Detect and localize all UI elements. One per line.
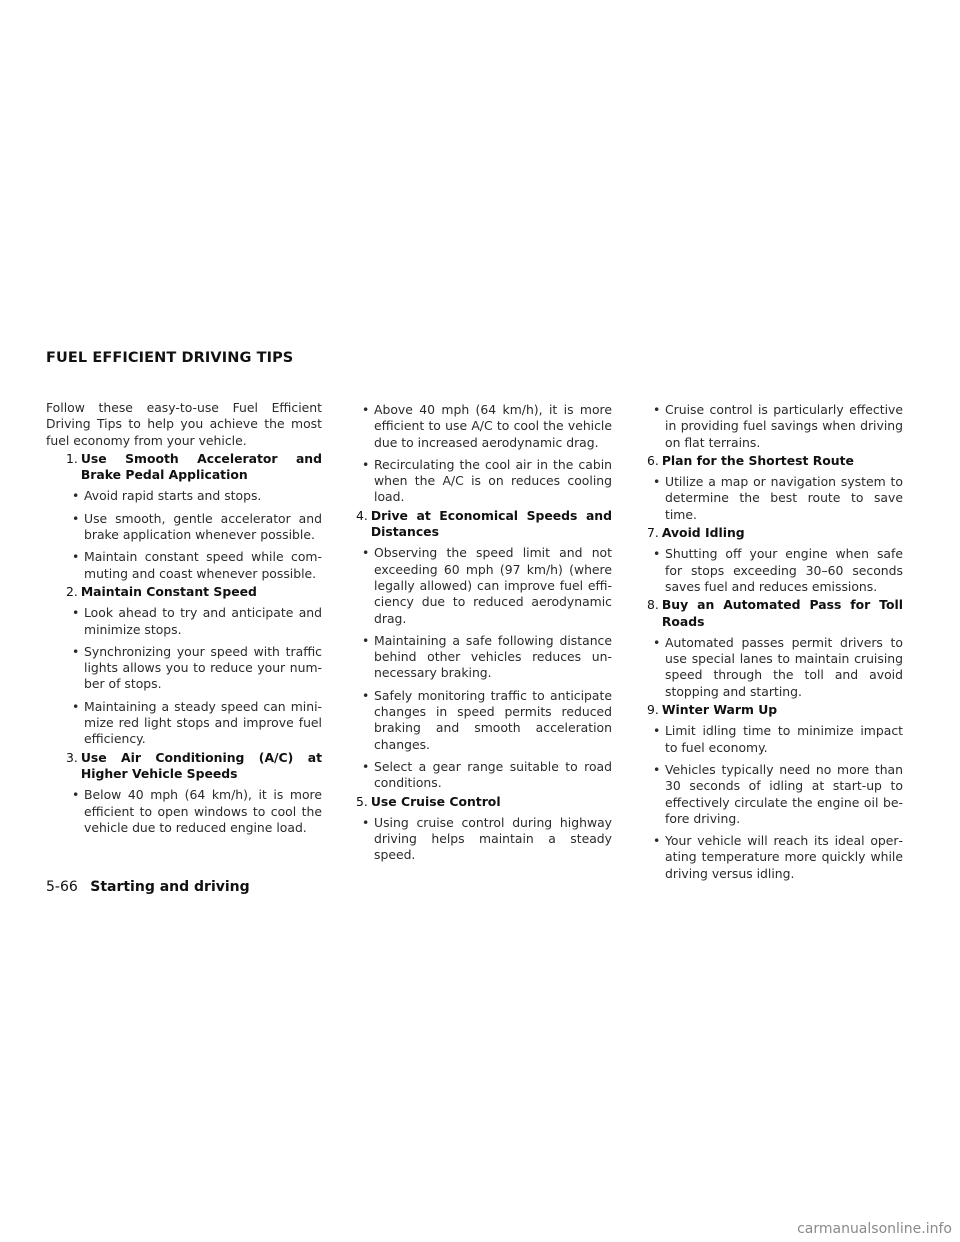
- tip-heading: [46, 451, 322, 484]
- bullet-text: Limit idling time to minimize impact to fuel economy.: [665, 723, 903, 755]
- page-number: 5-66: [46, 879, 78, 895]
- bullet-dot-icon: •: [72, 643, 80, 659]
- bullet-dot-icon: •: [653, 761, 661, 777]
- bullet-text: Synchronizing your speed with traffic lights allows you to reduce your number of stops.: [84, 643, 322, 692]
- bullet-text: Maintaining a safe following distance behind other vehicles reduces unnecessary braking.: [374, 632, 612, 681]
- tip-title: Drive at Economical Speeds and Distances: [370, 507, 612, 540]
- tip-item: [627, 402, 903, 451]
- page-footer: [46, 879, 250, 895]
- tip-number: 7.: [647, 525, 659, 541]
- tip-item: [627, 453, 903, 523]
- bullet-list: [336, 402, 612, 506]
- tip-item: [336, 402, 612, 506]
- tip-heading: [46, 750, 322, 783]
- bullet-dot-icon: •: [653, 634, 661, 650]
- tip-number: 9.: [647, 702, 659, 718]
- bullet-text: Avoid rapid starts and stops.: [84, 488, 262, 504]
- tip-number: 1.: [66, 450, 78, 466]
- watermark: carmanualsonline.info: [797, 1221, 952, 1237]
- bullet-dot-icon: •: [362, 402, 370, 417]
- tip-heading: [46, 584, 322, 600]
- bullet-text: Using cruise control during highway driving helps maintain a steady speed.: [374, 814, 612, 863]
- bullet-list: [46, 605, 322, 747]
- bullet-list: [627, 635, 903, 700]
- tip-heading: [336, 794, 612, 810]
- bullet-dot-icon: •: [72, 787, 80, 803]
- bullet-item: [336, 688, 612, 753]
- tip-title: Buy an Automated Pass for Toll Roads: [661, 597, 903, 629]
- tip-item: [46, 451, 322, 582]
- bullet-text: Safely monitoring traffic to anticipate changes in speed permits reduced braking and smooth acceleration changes.: [374, 687, 612, 752]
- bullet-dot-icon: •: [653, 402, 661, 417]
- bullet-item: [336, 457, 612, 506]
- bullet-item: [627, 833, 903, 882]
- tip-item: [336, 508, 612, 792]
- tip-item: [336, 794, 612, 864]
- bullet-item: [46, 699, 322, 748]
- bullet-text: Above 40 mph (64 km/h), it is more efficient to use A/C to cool the vehicle due to increased aerodynamic drag.: [374, 402, 612, 450]
- column-2: [336, 400, 612, 864]
- tip-number: 2.: [66, 583, 78, 599]
- bullet-list: [336, 545, 612, 791]
- tip-item: [46, 584, 322, 748]
- bullet-dot-icon: •: [362, 545, 370, 561]
- bullet-item: [627, 402, 903, 451]
- tip-number: 6.: [647, 452, 659, 468]
- bullet-dot-icon: •: [72, 510, 80, 526]
- bullet-dot-icon: •: [362, 687, 370, 703]
- bullet-text: Below 40 mph (64 km/h), it is more efficient to open windows to cool the vehicle due to reduced engine load.: [84, 787, 322, 835]
- bullet-item: [46, 787, 322, 836]
- tip-title: Winter Warm Up: [661, 702, 778, 718]
- bullet-item: [46, 605, 322, 638]
- column-1: [46, 400, 322, 836]
- bullet-dot-icon: •: [362, 456, 370, 472]
- bullet-list: [336, 815, 612, 864]
- bullet-dot-icon: •: [72, 605, 80, 621]
- tip-heading: [627, 525, 903, 541]
- tip-title: Maintain Constant Speed: [80, 583, 257, 599]
- bullet-dot-icon: •: [72, 698, 80, 714]
- bullet-item: [336, 815, 612, 864]
- tip-number: 4.: [356, 507, 368, 523]
- tip-heading: [336, 508, 612, 541]
- tip-heading: [627, 702, 903, 718]
- tip-heading: [627, 597, 903, 630]
- tip-item: [46, 750, 322, 836]
- bullet-text: Your vehicle will reach its ideal operating temperature more quickly while driving versus idling.: [665, 833, 903, 881]
- bullet-list: [627, 723, 903, 882]
- bullet-dot-icon: •: [362, 758, 370, 774]
- bullet-dot-icon: •: [653, 546, 661, 562]
- bullet-text: Shutting off your engine when safe for stops exceeding 30–60 seconds saves fuel and reduces emissions.: [665, 546, 903, 594]
- bullet-item: [336, 545, 612, 626]
- bullet-text: Select a gear range suitable to road conditions.: [374, 758, 612, 791]
- bullet-dot-icon: •: [72, 488, 80, 504]
- tip-number: 8.: [647, 597, 659, 613]
- bullet-dot-icon: •: [653, 723, 661, 739]
- bullet-item: [46, 488, 322, 504]
- bullet-text: Recirculating the cool air in the cabin when the A/C is on reduces cooling load.: [374, 456, 612, 505]
- tip-item: [627, 702, 903, 882]
- bullet-dot-icon: •: [653, 474, 661, 490]
- tip-heading: [627, 453, 903, 469]
- bullet-item: [627, 474, 903, 523]
- column-3: [627, 400, 903, 882]
- bullet-text: Use smooth, gentle accelerator and brake application whenever possible.: [84, 510, 322, 543]
- tip-item: [627, 597, 903, 700]
- bullet-text: Look ahead to try and anticipate and minimize stops.: [84, 605, 322, 637]
- bullet-item: [336, 402, 612, 451]
- bullet-text: Vehicles typically need no more than 30 seconds of idling at start-up to effectively circulate the engine oil before driving.: [665, 761, 903, 826]
- bullet-text: Observing the speed limit and not exceeding 60 mph (97 km/h) (where legally allowed) can improve fuel efficiency due to reduced aerodynamic drag.: [374, 545, 612, 626]
- bullet-item: [336, 633, 612, 682]
- tip-number: 5.: [356, 793, 368, 809]
- bullet-list: [46, 488, 322, 581]
- section-title: FUEL EFFICIENT DRIVING TIPS: [46, 350, 294, 366]
- bullet-dot-icon: •: [362, 814, 370, 830]
- tip-title: Avoid Idling: [661, 525, 745, 541]
- tip-title: Use Air Conditioning (A/C) at Higher Vehicle Speeds: [80, 749, 322, 781]
- bullet-text: Maintaining a steady speed can minimize red light stops and improve fuel efficiency.: [84, 698, 322, 747]
- bullet-list: [627, 546, 903, 595]
- bullet-item: [46, 511, 322, 544]
- bullet-item: [627, 762, 903, 827]
- bullet-text: Cruise control is particularly effective in providing fuel savings when driving on flat terrains.: [665, 402, 903, 450]
- bullet-list: [627, 402, 903, 451]
- bullet-text: Automated passes permit drivers to use special lanes to maintain cruising speed through the toll and avoid stopping and starting.: [665, 634, 903, 699]
- bullet-list: [46, 787, 322, 836]
- bullet-text: Maintain constant speed while commuting and coast whenever possible.: [84, 549, 322, 581]
- bullet-dot-icon: •: [72, 549, 80, 565]
- bullet-item: [627, 635, 903, 700]
- tip-title: Use Smooth Accelerator and Brake Pedal Application: [80, 450, 322, 483]
- bullet-item: [627, 723, 903, 756]
- intro-paragraph: Follow these easy-to-use Fuel Efficient Driving Tips to help you achieve the most fuel economy from your vehicle.: [46, 400, 322, 448]
- bullet-list: [627, 474, 903, 523]
- bullet-dot-icon: •: [653, 833, 661, 849]
- tip-title: Plan for the Shortest Route: [661, 452, 854, 468]
- tip-number: 3.: [66, 749, 78, 765]
- bullet-item: [46, 549, 322, 582]
- bullet-text: Utilize a map or navigation system to determine the best route to save time.: [665, 474, 903, 522]
- chapter-title: Starting and driving: [90, 879, 250, 895]
- bullet-dot-icon: •: [362, 632, 370, 648]
- tip-title: Use Cruise Control: [370, 793, 501, 809]
- tip-item: [627, 525, 903, 595]
- bullet-item: [336, 759, 612, 792]
- bullet-item: [46, 644, 322, 693]
- bullet-item: [627, 546, 903, 595]
